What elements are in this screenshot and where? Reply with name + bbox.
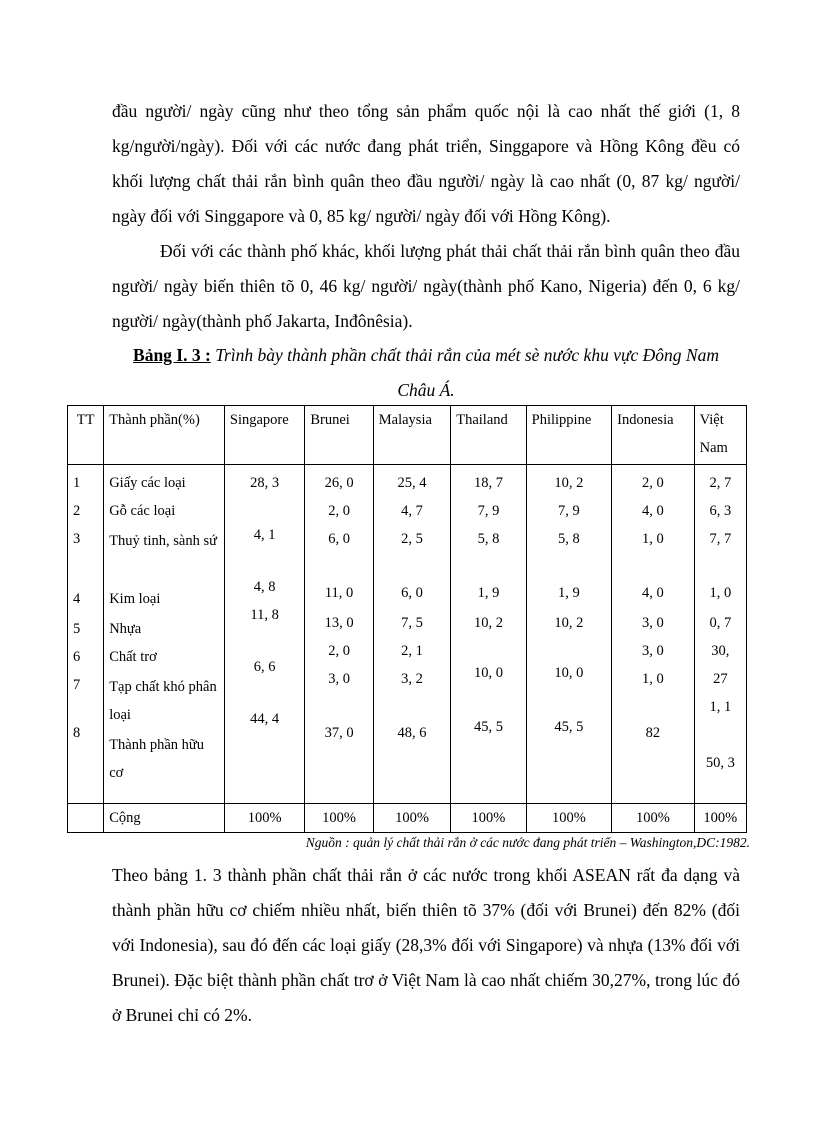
component-cell: Tạp chất khó phân loại: [109, 679, 217, 723]
value-cell: 30,: [711, 643, 730, 659]
table-caption-title: Trình bày thành phần chất thải rắn của mét sè nước khu vực Đông Nam Châu Á.: [215, 345, 719, 400]
value-cell: 2, 5: [401, 531, 423, 547]
value-cell: 10, 0: [473, 665, 503, 681]
value-cell: 6, 0: [401, 585, 423, 601]
component-cell: Chất trơ: [109, 649, 157, 665]
header-tt: TT: [68, 406, 104, 465]
value-cell: 1, 0: [642, 671, 664, 687]
header-component: Thành phần(%): [104, 406, 225, 465]
tt-cell: 8: [73, 725, 81, 741]
value-cell: 1, 0: [642, 531, 664, 547]
value-cell: 82: [645, 725, 661, 741]
table-caption-label: Bảng I. 3 :: [133, 345, 211, 365]
value-cell: 10, 2: [554, 615, 584, 631]
value-cell: 11, 0: [324, 585, 354, 601]
total-indonesia: 100%: [612, 804, 694, 833]
total-tt-cell: [68, 804, 104, 833]
value-cell: 5, 8: [477, 531, 500, 547]
value-cell: 10, 0: [554, 665, 584, 681]
value-cell: 25, 4: [397, 475, 427, 491]
malaysia-column: [373, 465, 450, 804]
value-cell: 37, 0: [324, 725, 354, 741]
value-cell: 6, 0: [328, 531, 350, 547]
value-cell: 7, 5: [401, 615, 423, 631]
component-column: [104, 465, 225, 804]
header-philippine: Philippine: [526, 406, 612, 465]
value-cell: 7, 9: [477, 503, 500, 519]
tt-cell: 5: [73, 621, 81, 637]
value-cell: 48, 6: [397, 725, 427, 741]
value-cell: 50, 3: [705, 755, 735, 771]
value-cell: 2, 0: [328, 643, 350, 659]
component-cell: Giấy các loại: [109, 475, 186, 491]
table-caption: [112, 338, 740, 408]
total-label: Cộng: [104, 804, 225, 833]
indonesia-column: [612, 465, 694, 804]
tt-cell: 1: [73, 475, 81, 491]
brunei-column: [305, 465, 373, 804]
value-cell: 1, 0: [709, 585, 732, 601]
value-cell: 7, 7: [709, 531, 732, 547]
value-cell: 45, 5: [554, 719, 584, 735]
paragraph-intro: đầu người/ ngày cũng như theo tổng sản phẩm quốc nội là cao nhất thế giới (1, 8 kg/người/ngày). Đối với các nước đang phát triển, Singgapore và Hồng Kông đều có khối lượng chất thải rắn bình quân theo đầu người/ ngày là cao nhất (0, 87 kg/ người/ ngày đối với Singgapore và 0, 85 kg/ người/ ngày đối với Hồng Kông).: [112, 101, 740, 226]
header-indonesia: Indonesia: [612, 406, 694, 465]
philippine-column: [526, 465, 612, 804]
value-cell: 2, 0: [642, 475, 664, 491]
tt-cell: 7: [73, 677, 81, 693]
value-cell: 26, 0: [324, 475, 354, 491]
tt-cell: 2: [73, 503, 81, 519]
tt-cell: 6: [73, 649, 81, 665]
value-cell: 5, 8: [558, 531, 580, 547]
value-cell: 3, 0: [642, 615, 664, 631]
value-cell: 6, 6: [253, 659, 276, 675]
total-thailand: 100%: [451, 804, 526, 833]
value-cell: 3, 2: [401, 671, 423, 687]
value-cell: 7, 9: [558, 503, 580, 519]
value-cell: 4, 0: [642, 585, 664, 601]
value-cell: 4, 0: [642, 503, 664, 519]
total-brunei: 100%: [305, 804, 373, 833]
value-cell: 3, 0: [642, 643, 664, 659]
total-philippine: 100%: [526, 804, 612, 833]
value-cell: 4, 1: [253, 527, 276, 543]
paragraph-cities: Đối với các thành phố khác, khối lượng phát thải chất thải rắn bình quân theo đầu người/ ngày biến thiên tõ 0, 46 kg/ người/ ngày(thành phố Kano, Nigeria) đến 0, 6 kg/ người/ ngày(thành phố Jakarta, Inđônêsia).: [112, 241, 740, 331]
singapore-column: [224, 465, 304, 804]
value-cell: 13, 0: [324, 615, 354, 631]
value-cell: 6, 3: [709, 503, 732, 519]
tt-cell: 4: [73, 591, 81, 607]
value-cell: 10, 2: [473, 615, 503, 631]
total-malaysia: 100%: [373, 804, 450, 833]
tt-column: [68, 465, 104, 804]
value-cell: 1, 9: [477, 585, 500, 601]
table-source-note: Nguồn : quản lý chất thải rắn ở các nước đang phát triển – Washington,DC:1982.: [305, 835, 750, 850]
value-cell: 2, 1: [401, 643, 423, 659]
thailand-column: [451, 465, 526, 804]
header-singapore: Singapore: [224, 406, 304, 465]
total-singapore: 100%: [224, 804, 304, 833]
header-brunei: Brunei: [305, 406, 373, 465]
table-total-row: [68, 804, 747, 833]
value-cell: 1, 1: [709, 699, 732, 715]
tt-cell: 3: [73, 531, 81, 547]
component-cell: Nhựa: [109, 621, 142, 637]
value-cell: 3, 0: [328, 671, 350, 687]
value-cell: 27: [713, 671, 728, 687]
header-thailand: Thailand: [451, 406, 526, 465]
component-cell: Kim loại: [109, 591, 161, 607]
value-cell: 11, 8: [250, 607, 279, 623]
component-cell: Thuỷ tinh, sành sứ: [109, 533, 217, 549]
table-header-row: [68, 406, 747, 465]
value-cell: 0, 7: [709, 615, 732, 631]
value-cell: 2, 0: [328, 503, 350, 519]
vietnam-column: [694, 465, 746, 804]
waste-composition-table: [67, 405, 747, 833]
value-cell: 18, 7: [473, 475, 503, 491]
value-cell: 2, 7: [709, 475, 732, 491]
value-cell: 4, 8: [253, 579, 276, 595]
value-cell: 1, 9: [558, 585, 580, 601]
table-body-row: [68, 465, 747, 804]
value-cell: 45, 5: [473, 719, 503, 735]
total-vietnam: 100%: [694, 804, 746, 833]
header-malaysia: Malaysia: [373, 406, 450, 465]
value-cell: 10, 2: [554, 475, 584, 491]
component-cell: Gỗ các loại: [109, 503, 176, 519]
value-cell: 44, 4: [250, 711, 280, 727]
component-cell: Thành phần hữu cơ: [109, 737, 205, 781]
value-cell: 4, 7: [401, 503, 423, 519]
value-cell: 28, 3: [250, 475, 280, 491]
paragraph-analysis: Theo bảng 1. 3 thành phần chất thải rắn ở các nước trong khối ASEAN rất đa dạng và thành phần hữu cơ chiếm nhiều nhất, biến thiên tõ 37% (đối với Brunei) đến 82% (đối với Indonesia), sau đó đến các loại giấy (28,3% đối với Singapore) và nhựa (13% đối với Brunei). Đặc biệt thành phần chất trơ ở Việt Nam là cao nhất chiếm 30,27%, trong lúc đó ở Brunei chỉ có 2%.: [112, 865, 740, 1025]
header-vietnam: Việt Nam: [694, 406, 746, 465]
